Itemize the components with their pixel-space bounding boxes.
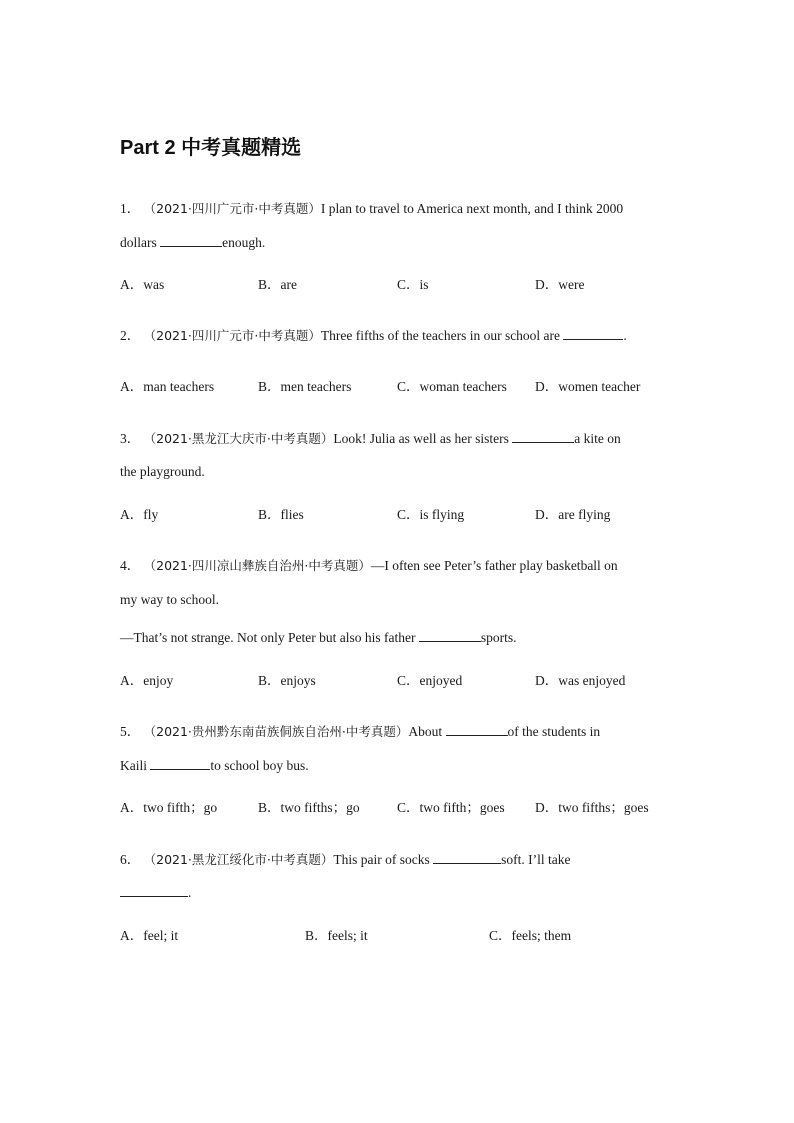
answer-blank[interactable] (150, 757, 210, 770)
section-title: Part 2 中考真题精选 (120, 137, 302, 159)
answer-blank[interactable] (563, 327, 623, 340)
question-text: a kite on (574, 431, 621, 446)
option-b[interactable]: B．flies (258, 507, 304, 522)
option-a[interactable]: A．man teachers (120, 379, 215, 394)
question-5-line-2 (120, 757, 309, 775)
option-c[interactable]: C．enjoyed (397, 673, 463, 688)
question-4 (120, 557, 618, 575)
question-1-line-2 (120, 234, 265, 252)
option-c[interactable]: C．is (397, 277, 429, 292)
question-text: Three fifths of the teachers in our school are (320, 328, 564, 343)
question-source: （2021·黑龙江绥化市·中考真题） (143, 852, 334, 867)
question-1 (120, 200, 623, 218)
question-text: soft. I’ll take (501, 852, 571, 867)
option-a[interactable]: A．was (120, 277, 165, 292)
question-4-line-3 (120, 629, 516, 647)
question-number: 6． (120, 852, 141, 867)
option-d[interactable]: D．women teacher (535, 379, 641, 394)
question-number: 4． (120, 558, 141, 573)
answer-blank[interactable] (120, 884, 188, 897)
option-d[interactable]: D．were (535, 277, 585, 292)
question-2 (120, 327, 627, 345)
option-b[interactable]: B．feels; it (305, 928, 368, 943)
option-d[interactable]: D．are flying (535, 507, 611, 522)
question-text: This pair of socks (333, 852, 434, 867)
answer-blank[interactable] (433, 851, 501, 864)
answer-blank[interactable] (419, 629, 481, 642)
option-c[interactable]: C．feels; them (489, 928, 572, 943)
option-b[interactable]: B．enjoys (258, 673, 316, 688)
question-source: （2021·四川广元市·中考真题） (143, 328, 321, 343)
question-source: （2021·四川广元市·中考真题） (143, 201, 321, 216)
option-b[interactable]: B．are (258, 277, 297, 292)
answer-blank[interactable] (160, 234, 222, 247)
question-number: 5． (120, 724, 141, 739)
option-c[interactable]: C．is flying (397, 507, 465, 522)
question-text: I plan to travel to America next month, and I think 2000 (320, 201, 624, 216)
option-c[interactable]: C．two fifth；goes (397, 800, 505, 815)
option-d[interactable]: D．was enjoyed (535, 673, 626, 688)
question-text: . (188, 885, 192, 900)
question-4-line-2: my way to school. (120, 592, 219, 607)
option-a[interactable]: A．two fifth；go (120, 800, 218, 815)
question-5 (120, 723, 600, 741)
question-text: to school boy bus. (210, 758, 309, 773)
answer-blank[interactable] (512, 430, 574, 443)
option-c[interactable]: C．woman teachers (397, 379, 507, 394)
question-text: —I often see Peter’s father play basketball on (370, 558, 618, 573)
option-b[interactable]: B．two fifths；go (258, 800, 360, 815)
question-text: of the students in (507, 724, 601, 739)
option-a[interactable]: A．feel; it (120, 928, 179, 943)
question-3-line-2: the playground. (120, 464, 205, 479)
option-d[interactable]: D．two fifths；goes (535, 800, 649, 815)
option-a[interactable]: A．enjoy (120, 673, 174, 688)
question-source: （2021·贵州黔东南苗族侗族自治州·中考真题） (143, 724, 409, 739)
question-number: 3． (120, 431, 141, 446)
question-6 (120, 851, 570, 869)
question-text: About (408, 724, 446, 739)
question-text: dollars (120, 235, 161, 250)
question-text: sports. (480, 630, 517, 645)
question-3 (120, 430, 621, 448)
question-text: Kaili (120, 758, 151, 773)
question-number: 1． (120, 201, 141, 216)
option-b[interactable]: B．men teachers (258, 379, 352, 394)
answer-blank[interactable] (446, 723, 508, 736)
question-text: enough. (222, 235, 266, 250)
question-number: 2． (120, 328, 141, 343)
question-source: （2021·四川凉山彝族自治州·中考真题） (143, 558, 371, 573)
question-6-line-2 (120, 884, 191, 902)
question-source: （2021·黑龙江大庆市·中考真题） (143, 431, 334, 446)
question-text: —That’s not strange. Not only Peter but also his father (120, 630, 419, 645)
option-a[interactable]: A．fly (120, 507, 159, 522)
question-text: . (623, 328, 627, 343)
question-text: Look! Julia as well as her sisters (333, 431, 513, 446)
